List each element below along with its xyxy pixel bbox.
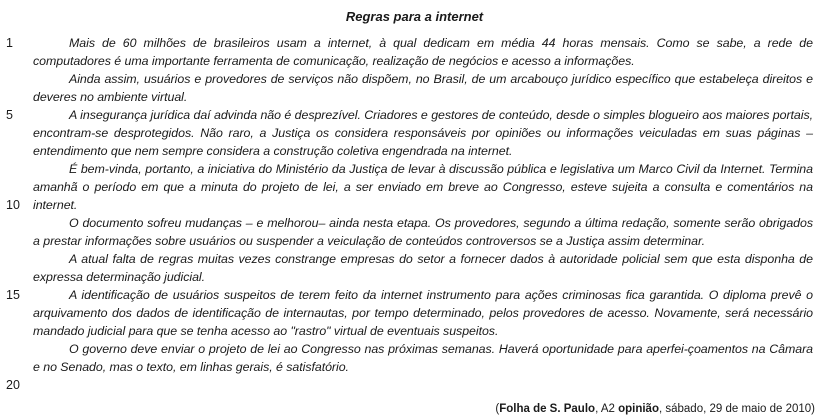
line-number: 1 (6, 36, 13, 50)
paragraph: O documento sofreu mudanças – e melhorou– ainda nesta etapa. Os provedores, segundo a última redação, somente serão obrigados a prestar informações sobre usuários ou suspender a veiculação de conteúdos controversos se a Justiça assim determinar. (33, 216, 813, 248)
paragraph: É bem-vinda, portanto, a iniciativa do Ministério da Justiça de levar à discussão pública e legislativa um Marco Civil da Internet. Termina amanhã o período em que a minuta do projeto de lei, a ser enviado em breve ao Congresso, esteve sujeita a consulta e comentários na internet. (33, 162, 813, 212)
paragraph: O governo deve enviar o projeto de lei ao Congresso nas próximas semanas. Haverá oportunidade para aperfei-çoamentos na Câmara e no Senado, mas o texto, em linhas gerais, é satisfatório. (33, 342, 813, 374)
citation-open-paren: ( (495, 403, 500, 415)
paragraph: Mais de 60 milhões de brasileiros usam a internet, à qual dedicam em média 44 horas mensais. Como se sabe, a rede de computadores é uma importante ferramenta de comunicação, realização de negócios e acesso a informações. (33, 36, 813, 68)
line-number: 5 (6, 108, 13, 122)
source-citation (495, 402, 815, 416)
paragraph: Ainda assim, usuários e provedores de serviços não dispõem, no Brasil, de um arcabouço jurídico específico que estabeleça direitos e deveres no ambiente virtual. (33, 72, 813, 104)
paragraph: A identificação de usuários suspeitos de terem feito da internet instrumento para ações criminosas fica garantida. O diploma prevê o arquivamento dos dados de identificação de internautas, por tempo determinado, pelos provedores de acesso. Novamente, será necessário mandado judicial para que se tenha acesso ao "rastro" virtual de eventuais suspeitos. (33, 288, 813, 338)
paragraph: A atual falta de regras muitas vezes constrange empresas do setor a fornecer dados à autoridade policial sem que esta disponha de expressa determinação judicial. (33, 252, 813, 284)
citation-page: , A2 (595, 403, 619, 415)
citation-publication: Folha de S. Paulo (499, 403, 596, 415)
paragraph: A insegurança jurídica daí advinda não é desprezível. Criadores e gestores de conteúdo, desde o simples blogueiro aos maiores portais, encontram-se desprotegidos. Não raro, a Justiça os considera responsáveis por opiniões ou informações veiculadas em suas páginas – entendimento que nem sempre considera a construção coletiva engendrada na internet. (33, 108, 813, 158)
line-number: 10 (6, 198, 20, 212)
citation-date: , sábado, 29 de maio de 2010) (658, 403, 815, 415)
line-number: 20 (6, 378, 20, 392)
article-title: Regras para a internet (345, 9, 484, 24)
line-number: 15 (6, 288, 20, 302)
article-body (33, 34, 813, 376)
citation-section: opinião (618, 403, 659, 415)
